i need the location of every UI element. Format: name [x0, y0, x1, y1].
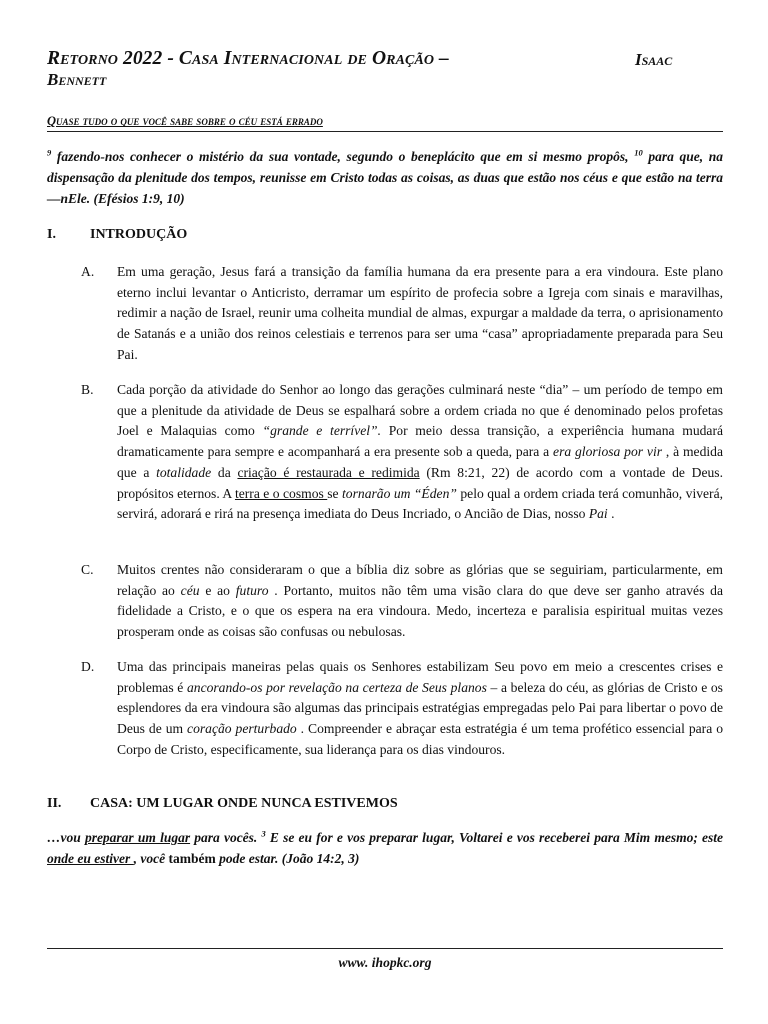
item-text: Uma das principais maneiras pelas quais os Senhores estabilizam Seu povo em meio a crescentes crises e problemas é ancorando-os por revelação na certeza de Seus planos – a beleza do céu, as glórias de Cristo e os esplendores da era vindoura são algumas das principais estratégias empregadas pelo Pai para libertar o povo de Deus de um coração perturbado . Compreender e abraçar esta estratégia é um tema profético essencial para o Corpo de Cristo, especificamente, sua liderança para os dias vindouros. [117, 659, 723, 757]
section-number: II. [47, 796, 62, 811]
document-title-block [47, 48, 723, 90]
outline-item-a [81, 262, 723, 366]
document-subtitle: Quase tudo o que você sabe sobre o céu está errado [47, 114, 323, 128]
section-heading-home [47, 796, 398, 812]
item-letter: A. [81, 264, 95, 279]
footer-divider [47, 948, 723, 949]
author-first-name: Isaac [635, 50, 673, 69]
verse-number: 10 [634, 147, 643, 158]
scripture-text: fazendo-nos conhecer o mistério da sua vontade, segundo o beneplácito que em si mesmo propôs, [51, 149, 635, 164]
verse-number: 3 [261, 828, 266, 839]
section-title: INTRODUÇÃO [90, 227, 188, 242]
outline-item-d [81, 657, 723, 761]
author-last-name: Bennett [47, 70, 107, 89]
item-letter: C. [81, 562, 94, 577]
scripture-text: para que, na dispensação da plenitude dos tempos, reunisse em Cristo todas as coisas, as duas que estão nos céus e que estão na terra—nEle. (Efésios 1:9, 10) [47, 149, 724, 206]
item-text: Em uma geração, Jesus fará a transição da família humana da era presente para a era vindoura. Este plano eterno inclui levantar o Anticristo, derramar um espírito de profecia sobre a Igreja com sinais e maravilhas, redimir a nação de Israel, reunir uma colheita mundial de almas, expurgar a maldade da terra, o aprisionamento de Satanás e a união dos reinos celestiais e terrenos para ser uma “casa” apropriadamente preparada para Seu Pai. [117, 264, 723, 362]
document-title: Retorno 2022 - Casa Internacional de Oração – [47, 48, 449, 69]
outline-item-c [81, 560, 723, 643]
opening-scripture [47, 146, 723, 209]
item-letter: D. [81, 659, 95, 674]
verse-number: 9 [47, 147, 52, 158]
john-scripture: …vou preparar um lugar para vocês. $^3$ E se eu for e vos preparar lugar, Voltarei e vos receberei para Mim mesmo; este onde eu estiver , você também pode estar. (João 14:2, 3) [47, 828, 723, 866]
outline-item-b [81, 380, 723, 525]
item-letter: B. [81, 382, 94, 397]
item-text: Muitos crentes não consideraram o que a bíblia diz sobre as glórias que se seguiriam, particularmente, em relação ao céu e ao futuro . Portanto, muitos não têm uma visão clara do que deve ser ganho através da fidelidade a Cristo, e o que os espera na era vindoura. Medo, incerteza e paralisia espiritual muitas vezes prosperam onde as coisas são confusas ou nebulosas. [117, 562, 723, 640]
section-number: I. [47, 227, 56, 242]
footer-url[interactable]: www. ihopkc.org [338, 955, 432, 970]
section-title: CASA: UM LUGAR ONDE NUNCA ESTIVEMOS [90, 796, 398, 811]
item-text: Cada porção da atividade do Senhor ao longo das gerações culminará neste “dia” – um período de tempo em que a plenitude da atividade de Deus se espalhará sobre a ordem criada no que é denominado pelos profetas Joel e Malaquias como “grande e terrível”. Por meio dessa transição, a experiência humana mudará dramaticamente para sempre e acompanhará a era presente sob a queda, para a era gloriosa por vir , à medida que a totalidade da criação é restaurada e redimida (Rm 8:21, 22) de acordo com a vontade de Deus. propósitos eternos. A terra e o cosmos se tornarão um “Éden” pelo qual a ordem criada terá comunhão, viverá, servirá, adorará e rirá na presença imediata do Deus Incriado, o Ancião de Dias, nosso Pai . [117, 382, 724, 522]
header-divider [47, 131, 723, 132]
section-heading-introduction [47, 227, 187, 243]
